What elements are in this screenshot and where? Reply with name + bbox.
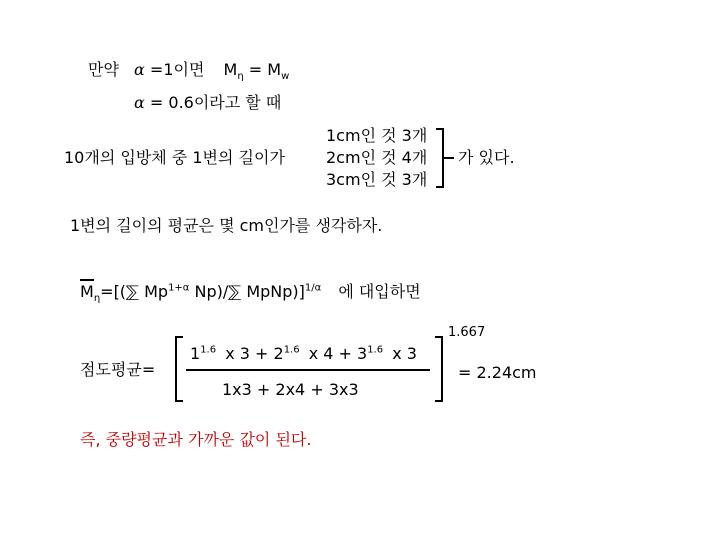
- question-text: 1변의 길이의 평균은 몇 cm인가를 생각하자.: [70, 216, 383, 235]
- equals-m: = M: [248, 60, 282, 79]
- row-3cm: 3cm인 것 3개: [326, 170, 428, 189]
- row-1cm: 1cm인 것 3개: [326, 126, 428, 145]
- eta-subscript: η: [93, 293, 101, 305]
- formula-part-b: Np)/⅀: [189, 282, 247, 301]
- result-value: = 2.24cm: [458, 363, 537, 382]
- substitute-text: 에 대입하면: [338, 282, 421, 301]
- alpha-one-condition: =1이면: [149, 60, 205, 79]
- alpha-value-text: = 0.6이라고 할 때: [149, 93, 282, 112]
- right-square-bracket: [435, 336, 443, 402]
- m-symbol: M: [80, 282, 94, 301]
- fraction-bar: [186, 369, 430, 371]
- alpha-symbol-2: α: [134, 93, 145, 112]
- formula-line: [80, 282, 421, 305]
- intro-line: [88, 60, 290, 83]
- exponent-1-over-alpha: 1/α: [304, 282, 322, 294]
- formula-part-a: =[(⅀ Mp: [100, 282, 169, 301]
- alpha-symbol: α: [134, 60, 145, 79]
- left-square-bracket: [175, 336, 183, 402]
- alpha-value-line: [134, 95, 281, 111]
- m-eta: $M_\eta$: [223, 60, 244, 83]
- viscosity-average-label: 점도평균=: [80, 360, 156, 379]
- overline-bar: [80, 279, 94, 281]
- formula-part-c: MpNp)]: [246, 282, 305, 301]
- exponent-1-plus-alpha: 1+α: [168, 282, 190, 294]
- outer-exponent: 1.667: [448, 325, 486, 340]
- exists-text: 가 있다.: [458, 148, 515, 167]
- conclusion-text: 즉, 중량평균과 가까운 값이 된다.: [80, 430, 312, 449]
- if-label: 만약: [88, 60, 119, 79]
- row-2cm: 2cm인 것 4개: [326, 148, 428, 167]
- w-subscript: w: [281, 71, 290, 83]
- numerator: $1^{1.6}$ x $3 + 2^{1.6}$ x $4 + 3^{1.6}$ x 3: [190, 344, 417, 363]
- cube-description: 10개의 입방체 중 1변의 길이가: [64, 148, 285, 167]
- bracket-connector: [442, 157, 454, 159]
- denominator: 1x3 + 2x4 + 3x3: [222, 380, 359, 399]
